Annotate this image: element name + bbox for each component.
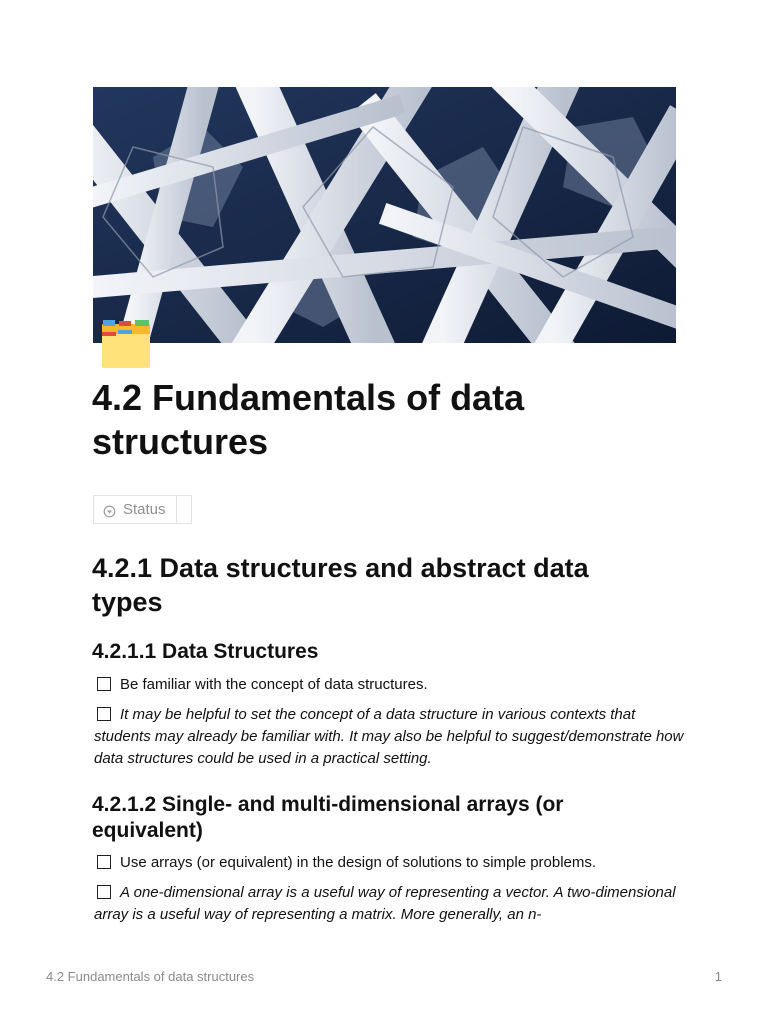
subsection-heading: 4.2.1.1 Data Structures [92, 640, 319, 663]
subsection-heading: 4.2.1.2 Single- and multi-dimensional arrays (or equivalent) [92, 793, 564, 842]
todo-item [94, 882, 684, 926]
property-divider [176, 496, 177, 523]
card-index-folder-icon[interactable] [101, 320, 151, 368]
page-title: 4.2 Fundamentals of data structures [92, 377, 525, 462]
checkbox[interactable] [97, 855, 111, 869]
todo-text: It may be helpful to set the concept of a data structure in various contexts that students may already be familiar with. It may also be helpful to suggest/demonstrate how data structures could be used in a practical setting. [94, 706, 684, 767]
todo-text: Be familiar with the concept of data structures. [120, 676, 428, 693]
status-property[interactable] [93, 495, 192, 524]
footer-document-title: 4.2 Fundamentals of data structures [46, 969, 255, 984]
property-label: Status [123, 501, 166, 518]
todo-text: A one-dimensional array is a useful way of representing a vector. A two-dimensional array is a useful way of representing a matrix. More generally, an n- [94, 884, 676, 923]
todo-item [94, 674, 684, 696]
checkbox[interactable] [97, 677, 111, 691]
checkbox[interactable] [97, 707, 111, 721]
cover-image [93, 87, 676, 343]
footer-page-number: 1 [714, 969, 722, 984]
status-icon [103, 505, 116, 518]
todo-item [94, 852, 684, 874]
todo-item [94, 704, 684, 770]
checkbox[interactable] [97, 885, 111, 899]
cover-lattice-graphic [93, 87, 676, 343]
todo-text: Use arrays (or equivalent) in the design of solutions to simple problems. [120, 854, 597, 871]
section-heading: 4.2.1 Data structures and abstract data types [92, 553, 589, 617]
